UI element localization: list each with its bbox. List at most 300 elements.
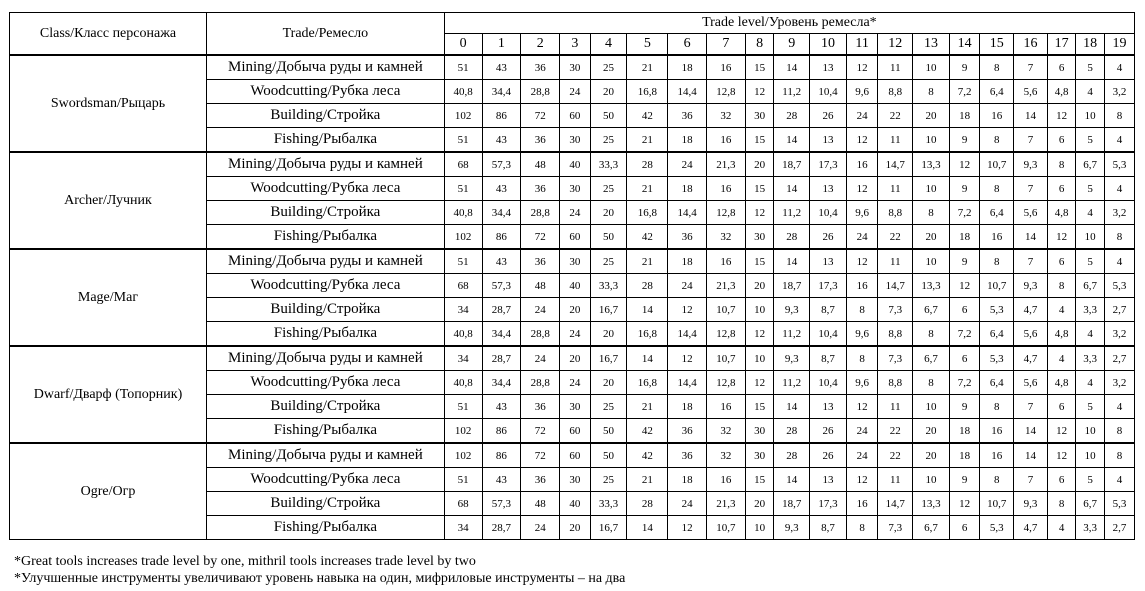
value-cell: 32 (707, 225, 746, 250)
value-cell: 9,3 (1014, 492, 1048, 516)
value-cell: 15 (745, 249, 774, 274)
footnote-english: *Great tools increases trade level by one, mithril tools increases trade level by two (14, 554, 476, 569)
level-header-cell: 9 (774, 34, 810, 56)
value-cell: 12 (668, 346, 707, 371)
value-cell: 60 (560, 419, 591, 444)
value-cell: 68 (444, 492, 482, 516)
value-cell: 10 (1076, 443, 1105, 468)
level-header-cell: 4 (590, 34, 627, 56)
value-cell: 30 (560, 177, 591, 201)
value-cell: 14 (627, 298, 668, 322)
value-cell: 16 (980, 104, 1014, 128)
value-cell: 13,3 (913, 152, 950, 177)
value-cell: 6 (1047, 468, 1076, 492)
level-header-cell: 3 (560, 34, 591, 56)
trade-name-cell: Woodcutting/Рубка леса (206, 468, 444, 492)
value-cell: 4 (1047, 516, 1076, 540)
value-cell: 24 (846, 419, 878, 444)
value-cell: 48 (521, 492, 560, 516)
value-cell: 11,2 (774, 201, 810, 225)
value-cell: 48 (521, 152, 560, 177)
value-cell: 7,2 (949, 371, 980, 395)
value-cell: 32 (707, 419, 746, 444)
value-cell: 16,8 (627, 201, 668, 225)
value-cell: 5,6 (1014, 201, 1048, 225)
value-cell: 5,3 (980, 346, 1014, 371)
header-trade: Trade/Ремесло (206, 13, 444, 56)
level-header-cell: 14 (949, 34, 980, 56)
value-cell: 25 (590, 55, 627, 80)
trade-name-cell: Building/Стройка (206, 395, 444, 419)
value-cell: 12 (949, 274, 980, 298)
trade-name-cell: Fishing/Рыбалка (206, 225, 444, 250)
value-cell: 16 (846, 492, 878, 516)
value-cell: 2,7 (1104, 346, 1134, 371)
class-name-cell: Mage/Маг (10, 249, 207, 346)
value-cell: 9 (949, 55, 980, 80)
value-cell: 24 (560, 80, 591, 104)
value-cell: 22 (878, 419, 913, 444)
value-cell: 34,4 (482, 80, 521, 104)
level-header-cell: 6 (668, 34, 707, 56)
value-cell: 16 (707, 128, 746, 153)
value-cell: 20 (913, 443, 950, 468)
value-cell: 24 (668, 152, 707, 177)
trade-name-cell: Building/Стройка (206, 201, 444, 225)
value-cell: 57,3 (482, 152, 521, 177)
value-cell: 9,3 (774, 298, 810, 322)
value-cell: 6 (1047, 395, 1076, 419)
value-cell: 4 (1104, 395, 1134, 419)
value-cell: 6,4 (980, 201, 1014, 225)
level-header-cell: 5 (627, 34, 668, 56)
value-cell: 6,4 (980, 371, 1014, 395)
value-cell: 16 (707, 395, 746, 419)
value-cell: 102 (444, 419, 482, 444)
value-cell: 14,4 (668, 322, 707, 347)
value-cell: 12 (1047, 104, 1076, 128)
value-cell: 60 (560, 225, 591, 250)
value-cell: 10,7 (980, 492, 1014, 516)
value-cell: 10,7 (707, 298, 746, 322)
value-cell: 10,7 (980, 152, 1014, 177)
value-cell: 20 (590, 201, 627, 225)
trade-name-cell: Woodcutting/Рубка леса (206, 177, 444, 201)
value-cell: 68 (444, 152, 482, 177)
value-cell: 16 (707, 55, 746, 80)
value-cell: 43 (482, 128, 521, 153)
value-cell: 12 (745, 201, 774, 225)
value-cell: 4 (1104, 468, 1134, 492)
value-cell: 3,3 (1076, 298, 1105, 322)
value-cell: 6 (949, 516, 980, 540)
value-cell: 17,3 (810, 152, 847, 177)
value-cell: 10,4 (810, 322, 847, 347)
value-cell: 8 (913, 322, 950, 347)
value-cell: 10 (1076, 225, 1105, 250)
value-cell: 6 (1047, 249, 1076, 274)
value-cell: 7 (1014, 249, 1048, 274)
value-cell: 10 (745, 516, 774, 540)
trade-name-cell: Building/Стройка (206, 492, 444, 516)
value-cell: 57,3 (482, 274, 521, 298)
value-cell: 9,6 (846, 322, 878, 347)
value-cell: 32 (707, 104, 746, 128)
value-cell: 9,6 (846, 80, 878, 104)
value-cell: 25 (590, 468, 627, 492)
value-cell: 16,8 (627, 322, 668, 347)
value-cell: 11,2 (774, 322, 810, 347)
value-cell: 36 (668, 104, 707, 128)
header-class: Class/Класс персонажа (10, 13, 207, 56)
value-cell: 10,4 (810, 371, 847, 395)
value-cell: 4 (1076, 322, 1105, 347)
footnote-russian: *Улучшенные инструменты увеличивают уровень навыка на один, мифриловые инструменты – на два (14, 571, 626, 586)
value-cell: 6,7 (913, 516, 950, 540)
value-cell: 8,7 (810, 516, 847, 540)
value-cell: 21,3 (707, 492, 746, 516)
value-cell: 34 (444, 516, 482, 540)
value-cell: 7,3 (878, 516, 913, 540)
trade-name-cell: Fishing/Рыбалка (206, 322, 444, 347)
value-cell: 22 (878, 225, 913, 250)
table-row (10, 443, 1135, 468)
value-cell: 5,6 (1014, 80, 1048, 104)
value-cell: 18 (949, 104, 980, 128)
value-cell: 24 (521, 346, 560, 371)
value-cell: 8 (846, 516, 878, 540)
value-cell: 20 (745, 492, 774, 516)
value-cell: 7,2 (949, 80, 980, 104)
value-cell: 17,3 (810, 274, 847, 298)
value-cell: 18,7 (774, 274, 810, 298)
value-cell: 36 (521, 395, 560, 419)
trade-name-cell: Mining/Добыча руды и камней (206, 346, 444, 371)
value-cell: 8 (1104, 419, 1134, 444)
value-cell: 24 (846, 104, 878, 128)
value-cell: 16,7 (590, 298, 627, 322)
trade-name-cell: Mining/Добыча руды и камней (206, 443, 444, 468)
value-cell: 28,7 (482, 346, 521, 371)
value-cell: 7 (1014, 468, 1048, 492)
value-cell: 86 (482, 419, 521, 444)
value-cell: 12,8 (707, 371, 746, 395)
value-cell: 6,4 (980, 80, 1014, 104)
value-cell: 28 (627, 274, 668, 298)
value-cell: 5 (1076, 177, 1105, 201)
value-cell: 21 (627, 177, 668, 201)
value-cell: 8 (980, 177, 1014, 201)
value-cell: 14,7 (878, 274, 913, 298)
value-cell: 72 (521, 443, 560, 468)
value-cell: 102 (444, 104, 482, 128)
value-cell: 5 (1076, 249, 1105, 274)
value-cell: 20 (590, 322, 627, 347)
value-cell: 12 (949, 492, 980, 516)
value-cell: 12 (668, 516, 707, 540)
value-cell: 13 (810, 395, 847, 419)
table-row (10, 249, 1135, 274)
trade-name-cell: Mining/Добыча руды и камней (206, 249, 444, 274)
value-cell: 18,7 (774, 152, 810, 177)
value-cell: 5,3 (980, 298, 1014, 322)
trade-table-container (9, 12, 1135, 540)
value-cell: 4,7 (1014, 346, 1048, 371)
value-cell: 40,8 (444, 201, 482, 225)
value-cell: 28 (774, 419, 810, 444)
value-cell: 9,3 (1014, 274, 1048, 298)
value-cell: 6,7 (1076, 152, 1105, 177)
value-cell: 8,8 (878, 371, 913, 395)
value-cell: 72 (521, 225, 560, 250)
value-cell: 11 (878, 55, 913, 80)
table-row (10, 152, 1135, 177)
trade-name-cell: Fishing/Рыбалка (206, 128, 444, 153)
value-cell: 30 (560, 468, 591, 492)
value-cell: 6,7 (1076, 492, 1105, 516)
value-cell: 26 (810, 443, 847, 468)
class-name-cell: Archer/Лучник (10, 152, 207, 249)
value-cell: 8,8 (878, 201, 913, 225)
value-cell: 16 (846, 274, 878, 298)
value-cell: 72 (521, 104, 560, 128)
value-cell: 4,8 (1047, 80, 1076, 104)
value-cell: 16 (980, 225, 1014, 250)
trade-name-cell: Building/Стройка (206, 104, 444, 128)
value-cell: 10,7 (980, 274, 1014, 298)
value-cell: 28,7 (482, 298, 521, 322)
value-cell: 11 (878, 468, 913, 492)
value-cell: 4,8 (1047, 322, 1076, 347)
value-cell: 14 (1014, 419, 1048, 444)
value-cell: 14 (774, 395, 810, 419)
value-cell: 14 (774, 249, 810, 274)
value-cell: 10 (913, 395, 950, 419)
value-cell: 13 (810, 468, 847, 492)
value-cell: 40,8 (444, 80, 482, 104)
value-cell: 6,7 (913, 298, 950, 322)
value-cell: 28 (774, 443, 810, 468)
value-cell: 12 (846, 249, 878, 274)
value-cell: 8,8 (878, 322, 913, 347)
value-cell: 10 (745, 298, 774, 322)
value-cell: 4 (1104, 128, 1134, 153)
value-cell: 5 (1076, 128, 1105, 153)
value-cell: 18 (668, 468, 707, 492)
value-cell: 4,7 (1014, 516, 1048, 540)
value-cell: 7,3 (878, 298, 913, 322)
value-cell: 5,6 (1014, 371, 1048, 395)
value-cell: 3,2 (1104, 201, 1134, 225)
value-cell: 6 (1047, 128, 1076, 153)
level-header-cell: 16 (1014, 34, 1048, 56)
level-header-cell: 7 (707, 34, 746, 56)
value-cell: 36 (521, 128, 560, 153)
value-cell: 12 (846, 395, 878, 419)
value-cell: 28,7 (482, 516, 521, 540)
level-header-cell: 17 (1047, 34, 1076, 56)
value-cell: 51 (444, 249, 482, 274)
value-cell: 8 (980, 128, 1014, 153)
value-cell: 36 (668, 419, 707, 444)
value-cell: 25 (590, 249, 627, 274)
value-cell: 21 (627, 395, 668, 419)
value-cell: 14,7 (878, 152, 913, 177)
value-cell: 9,3 (1014, 152, 1048, 177)
value-cell: 68 (444, 274, 482, 298)
value-cell: 12,8 (707, 322, 746, 347)
value-cell: 16 (846, 152, 878, 177)
value-cell: 6,7 (1076, 274, 1105, 298)
value-cell: 10 (913, 249, 950, 274)
value-cell: 11,2 (774, 371, 810, 395)
value-cell: 22 (878, 443, 913, 468)
value-cell: 10 (745, 346, 774, 371)
value-cell: 102 (444, 443, 482, 468)
value-cell: 14,7 (878, 492, 913, 516)
value-cell: 10 (913, 128, 950, 153)
value-cell: 14 (774, 128, 810, 153)
value-cell: 14 (774, 177, 810, 201)
value-cell: 36 (521, 55, 560, 80)
value-cell: 16,7 (590, 346, 627, 371)
value-cell: 9 (949, 249, 980, 274)
value-cell: 28 (774, 104, 810, 128)
value-cell: 15 (745, 468, 774, 492)
value-cell: 14 (774, 55, 810, 80)
value-cell: 28,8 (521, 201, 560, 225)
value-cell: 51 (444, 468, 482, 492)
value-cell: 20 (560, 298, 591, 322)
value-cell: 10 (1076, 104, 1105, 128)
value-cell: 3,2 (1104, 371, 1134, 395)
value-cell: 7 (1014, 177, 1048, 201)
value-cell: 16,8 (627, 371, 668, 395)
value-cell: 14 (1014, 443, 1048, 468)
value-cell: 16 (980, 443, 1014, 468)
value-cell: 48 (521, 274, 560, 298)
value-cell: 5,3 (980, 516, 1014, 540)
value-cell: 30 (560, 249, 591, 274)
value-cell: 6,4 (980, 322, 1014, 347)
value-cell: 3,2 (1104, 80, 1134, 104)
value-cell: 4 (1104, 177, 1134, 201)
value-cell: 51 (444, 55, 482, 80)
value-cell: 36 (668, 443, 707, 468)
value-cell: 12 (668, 298, 707, 322)
value-cell: 7 (1014, 55, 1048, 80)
value-cell: 34,4 (482, 371, 521, 395)
value-cell: 5 (1076, 468, 1105, 492)
class-name-cell: Swordsman/Рыцарь (10, 55, 207, 152)
value-cell: 26 (810, 225, 847, 250)
value-cell: 30 (745, 104, 774, 128)
value-cell: 13 (810, 55, 847, 80)
value-cell: 25 (590, 177, 627, 201)
value-cell: 28 (774, 225, 810, 250)
trade-name-cell: Mining/Добыча руды и камней (206, 152, 444, 177)
value-cell: 30 (560, 55, 591, 80)
value-cell: 12 (846, 177, 878, 201)
value-cell: 43 (482, 55, 521, 80)
value-cell: 16 (707, 249, 746, 274)
value-cell: 12 (1047, 225, 1076, 250)
level-header-cell: 13 (913, 34, 950, 56)
value-cell: 5 (1076, 55, 1105, 80)
value-cell: 12 (846, 128, 878, 153)
value-cell: 9 (949, 468, 980, 492)
value-cell: 18 (668, 128, 707, 153)
value-cell: 28 (627, 492, 668, 516)
value-cell: 60 (560, 443, 591, 468)
value-cell: 42 (627, 225, 668, 250)
value-cell: 18 (668, 249, 707, 274)
value-cell: 8,8 (878, 80, 913, 104)
value-cell: 7 (1014, 395, 1048, 419)
value-cell: 7 (1014, 128, 1048, 153)
level-header-cell: 11 (846, 34, 878, 56)
level-header-cell: 2 (521, 34, 560, 56)
level-header-cell: 12 (878, 34, 913, 56)
value-cell: 25 (590, 128, 627, 153)
value-cell: 8 (913, 80, 950, 104)
value-cell: 12 (846, 468, 878, 492)
value-cell: 12,8 (707, 80, 746, 104)
value-cell: 11 (878, 249, 913, 274)
class-name-cell: Ogre/Огр (10, 443, 207, 540)
level-header-cell: 15 (980, 34, 1014, 56)
value-cell: 86 (482, 443, 521, 468)
table-row (10, 55, 1135, 80)
value-cell: 6 (949, 298, 980, 322)
value-cell: 10 (913, 177, 950, 201)
value-cell: 33,3 (590, 492, 627, 516)
value-cell: 20 (560, 346, 591, 371)
value-cell: 5 (1076, 395, 1105, 419)
trade-name-cell: Woodcutting/Рубка леса (206, 80, 444, 104)
value-cell: 16,7 (590, 516, 627, 540)
value-cell: 8,7 (810, 346, 847, 371)
value-cell: 21 (627, 468, 668, 492)
value-cell: 21 (627, 55, 668, 80)
level-header-cell: 10 (810, 34, 847, 56)
value-cell: 15 (745, 55, 774, 80)
trade-name-cell: Building/Стройка (206, 298, 444, 322)
value-cell: 14 (1014, 225, 1048, 250)
value-cell: 11 (878, 177, 913, 201)
value-cell: 30 (745, 419, 774, 444)
value-cell: 60 (560, 104, 591, 128)
value-cell: 8 (1047, 152, 1076, 177)
value-cell: 25 (590, 395, 627, 419)
value-cell: 36 (521, 249, 560, 274)
table-row (10, 346, 1135, 371)
value-cell: 14 (627, 516, 668, 540)
value-cell: 12 (745, 322, 774, 347)
value-cell: 13,3 (913, 492, 950, 516)
value-cell: 30 (745, 225, 774, 250)
value-cell: 12 (1047, 443, 1076, 468)
level-header-cell: 1 (482, 34, 521, 56)
value-cell: 18 (949, 443, 980, 468)
value-cell: 9 (949, 177, 980, 201)
value-cell: 11,2 (774, 80, 810, 104)
value-cell: 50 (590, 225, 627, 250)
value-cell: 4 (1104, 249, 1134, 274)
trade-name-cell: Woodcutting/Рубка леса (206, 274, 444, 298)
value-cell: 14 (1014, 104, 1048, 128)
value-cell: 34,4 (482, 201, 521, 225)
